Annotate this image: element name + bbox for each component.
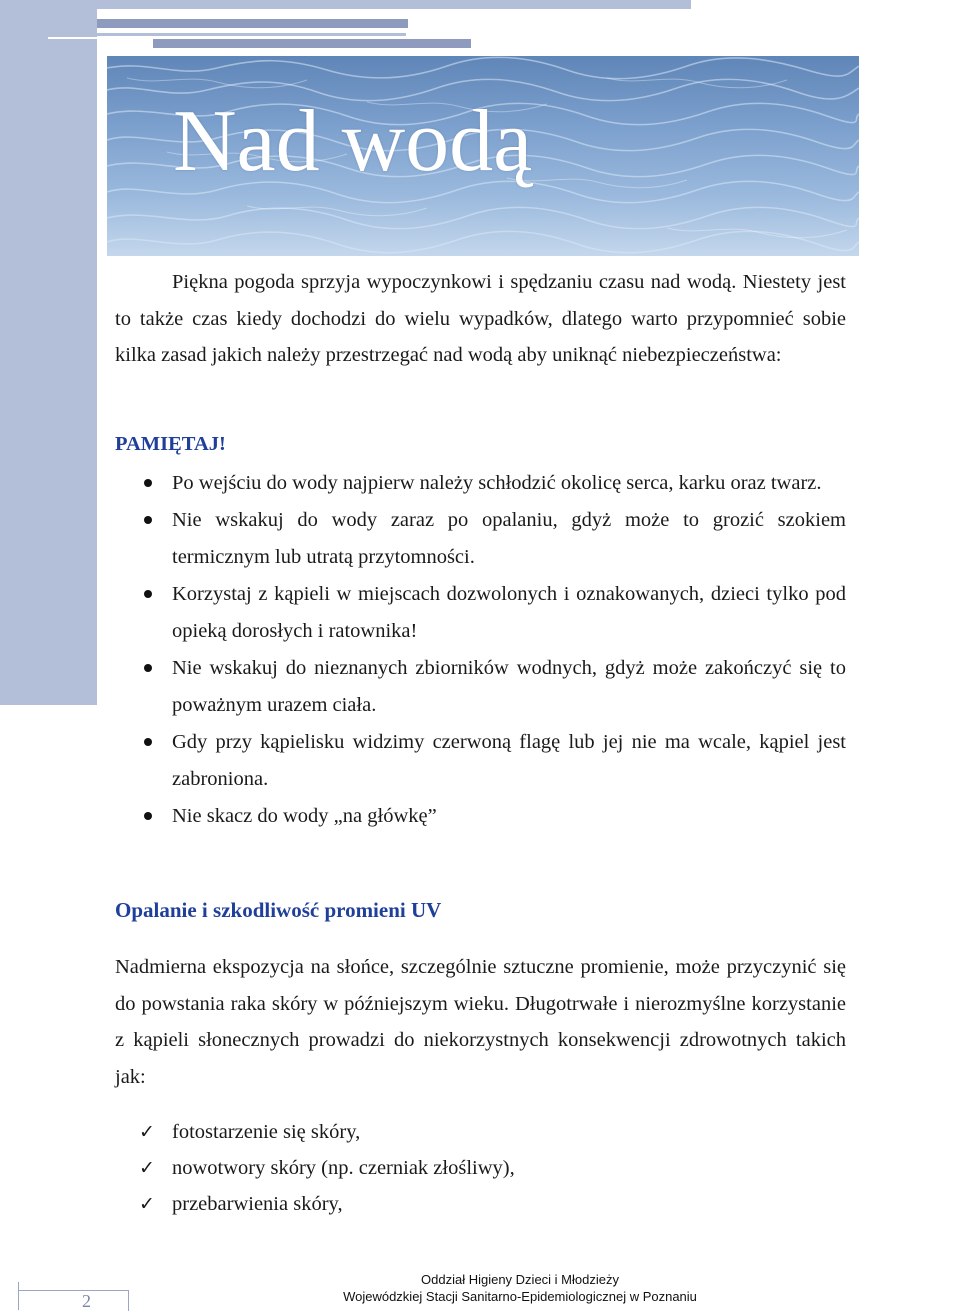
list-item: [115, 465, 846, 502]
effect-text: fotostarzenie się skóry,: [172, 1121, 361, 1143]
checkmark-icon: ✓: [139, 1193, 155, 1215]
page-title: Nad wodą: [173, 93, 533, 190]
header-bar: [97, 0, 691, 9]
rule-text: Nie skacz do wody „na główkę”: [172, 805, 437, 827]
footer-institution: Wojewódzkiej Stacji Sanitarno-Epidemiologicznej w Poznaniu: [343, 1289, 697, 1304]
bullet-icon: [144, 516, 152, 524]
water-banner: [107, 56, 859, 256]
effect-text: nowotwory skóry (np. czerniak złośliwy),: [172, 1157, 515, 1179]
list-item: [115, 1186, 846, 1222]
uv-paragraph: Nadmierna ekspozycja na słońce, szczególnie sztuczne promienie, może przyczynić się do powstania raka skóry w późniejszym wieku. Długotrwałe i nierozmyślne korzystanie z kąpieli słonecznych prowadzi do niekorzystnych konsekwencji zdrowotnych takich jak:: [115, 956, 846, 1088]
list-item: [115, 576, 846, 650]
bullet-icon: [144, 738, 152, 746]
remember-heading: PAMIĘTAJ!: [115, 433, 226, 455]
rule-text: Korzystaj z kąpieli w miejscach dozwolonych i oznakowanych, dzieci tylko pod opieką dorosłych i ratownika!: [172, 583, 846, 642]
decorative-sidebar: [0, 0, 97, 705]
rule-text: Gdy przy kąpielisku widzimy czerwoną flagę lub jej nie ma wcale, kąpiel jest zabroniona.: [172, 731, 846, 790]
rule-text: Po wejściu do wody najpierw należy schłodzić okolicę serca, karku oraz twarz.: [172, 472, 822, 494]
rule-text: Nie wskakuj do nieznanych zbiorników wodnych, gdyż może zakończyć się to poważnym urazem ciała.: [172, 657, 846, 716]
intro-paragraph: Piękna pogoda sprzyja wypoczynkowi i spędzaniu czasu nad wodą. Niestety jest to także czas kiedy dochodzi do wielu wypadków, dlatego warto przypomnieć sobie kilka zasad jakich należy przestrzegać nad wodą aby uniknąć niebezpieczeństwa:: [115, 271, 846, 366]
rule-text: Nie wskakuj do wody zaraz po opalaniu, gdyż może to grozić szokiem termicznym lub utratą przytomności.: [172, 509, 846, 568]
page-number: 2: [82, 1291, 91, 1311]
bullet-icon: [144, 812, 152, 820]
uv-effects-list: [115, 1114, 846, 1222]
checkmark-icon: ✓: [139, 1157, 155, 1179]
page-number-frame: [18, 1290, 129, 1311]
list-item: [115, 798, 846, 835]
footer-department: Oddział Higieny Dzieci i Młodzieży: [421, 1272, 619, 1287]
list-item: [115, 1150, 846, 1186]
uv-section-heading: Opalanie i szkodliwość promieni UV: [115, 898, 442, 922]
list-item: [115, 650, 846, 724]
header-bar: [97, 19, 408, 28]
bullet-icon: [144, 590, 152, 598]
checkmark-icon: ✓: [139, 1121, 155, 1143]
bullet-icon: [144, 479, 152, 487]
list-item: [115, 502, 846, 576]
bullet-icon: [144, 664, 152, 672]
header-line: [16, 33, 406, 36]
effect-text: przebarwienia skóry,: [172, 1193, 343, 1215]
list-item: [115, 724, 846, 798]
header-bar: [153, 39, 471, 48]
safety-rules-list: [115, 465, 846, 835]
list-item: [115, 1114, 846, 1150]
